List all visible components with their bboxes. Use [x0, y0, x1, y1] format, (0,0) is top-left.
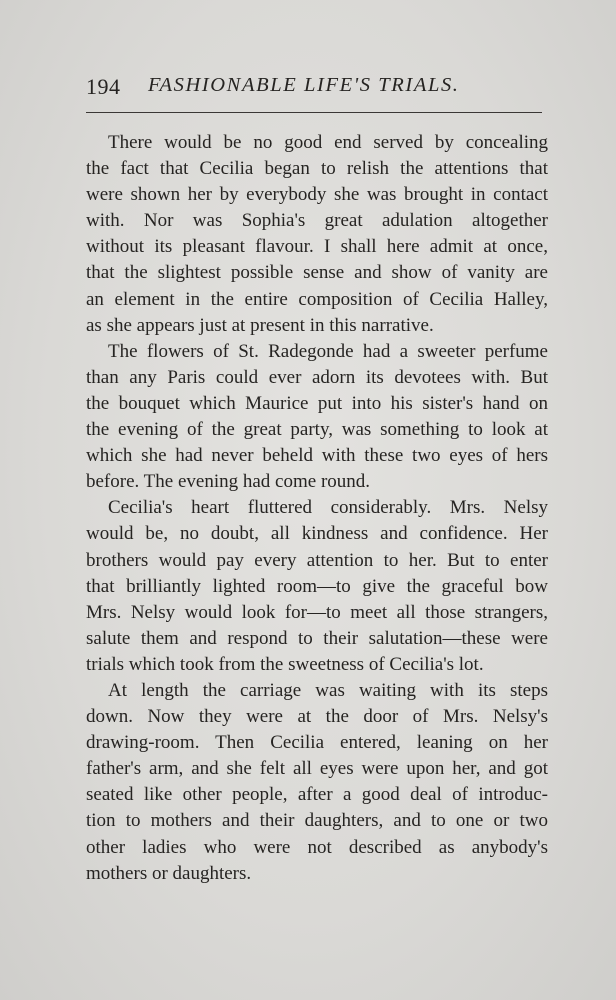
text-line: drawing-room. Then Cecilia entered, leaning on her [86, 732, 548, 754]
text-line: father's arm, and she felt all eyes were upon her, and got [86, 758, 548, 780]
paragraph [86, 678, 548, 887]
running-title: FASHIONABLE LIFE'S TRIALS. [148, 74, 460, 96]
text-line: an element in the entire composition of Cecilia Halley, [86, 288, 548, 310]
text-line: with. Nor was Sophia's great adulation altogether [86, 210, 548, 232]
text-line: were shown her by everybody she was brought in contact [86, 184, 548, 206]
text-line: before. The evening had come round. [86, 471, 371, 493]
text-line: other ladies who were not described as anybody's [86, 836, 548, 858]
text-line: salute them and respond to their salutation—these were [86, 627, 548, 649]
text-line: that brilliantly lighted room—to give the graceful bow [86, 575, 548, 597]
running-head [86, 74, 542, 104]
text-line: the evening of the great party, was something to look at [86, 419, 548, 441]
text-line: as she appears just at present in this narrative. [86, 314, 434, 336]
text-line: trials which took from the sweetness of Cecilia's lot. [86, 653, 484, 675]
text-line: the bouquet which Maurice put into his sister's hand on [86, 392, 548, 414]
text-line: which she had never beheld with these two eyes of hers [86, 445, 548, 467]
paragraph [86, 339, 548, 496]
text-line: down. Now they were at the door of Mrs. Nelsy's [86, 706, 548, 728]
text-line: The flowers of St. Radegonde had a sweeter perfume [108, 340, 548, 362]
text-line: without its pleasant flavour. I shall here admit at once, [86, 236, 548, 258]
text-line: tion to mothers and their daughters, and to one or two [86, 810, 548, 832]
body-text [86, 130, 548, 887]
text-line: brothers would pay every attention to her. But to enter [86, 549, 548, 571]
text-line: seated like other people, after a good deal of introduc- [86, 784, 548, 806]
text-line: At length the carriage was waiting with its steps [108, 679, 548, 701]
text-line: Cecilia's heart fluttered considerably. Mrs. Nelsy [108, 497, 548, 519]
text-line: There would be no good end served by concealing [108, 132, 548, 153]
text-line: Mrs. Nelsy would look for—to meet all those strangers, [86, 601, 548, 623]
text-line: would be, no doubt, all kindness and confidence. Her [86, 523, 548, 545]
page-number: 194 [86, 74, 121, 99]
text-line: than any Paris could ever adorn its devotees with. But [86, 366, 548, 388]
paragraph [86, 130, 548, 339]
header-rule [86, 112, 542, 113]
text-line: that the slightest possible sense and show of vanity are [86, 262, 548, 284]
text-line: mothers or daughters. [86, 862, 252, 884]
text-line: the fact that Cecilia began to relish the attentions that [86, 158, 548, 180]
paragraph [86, 495, 548, 678]
